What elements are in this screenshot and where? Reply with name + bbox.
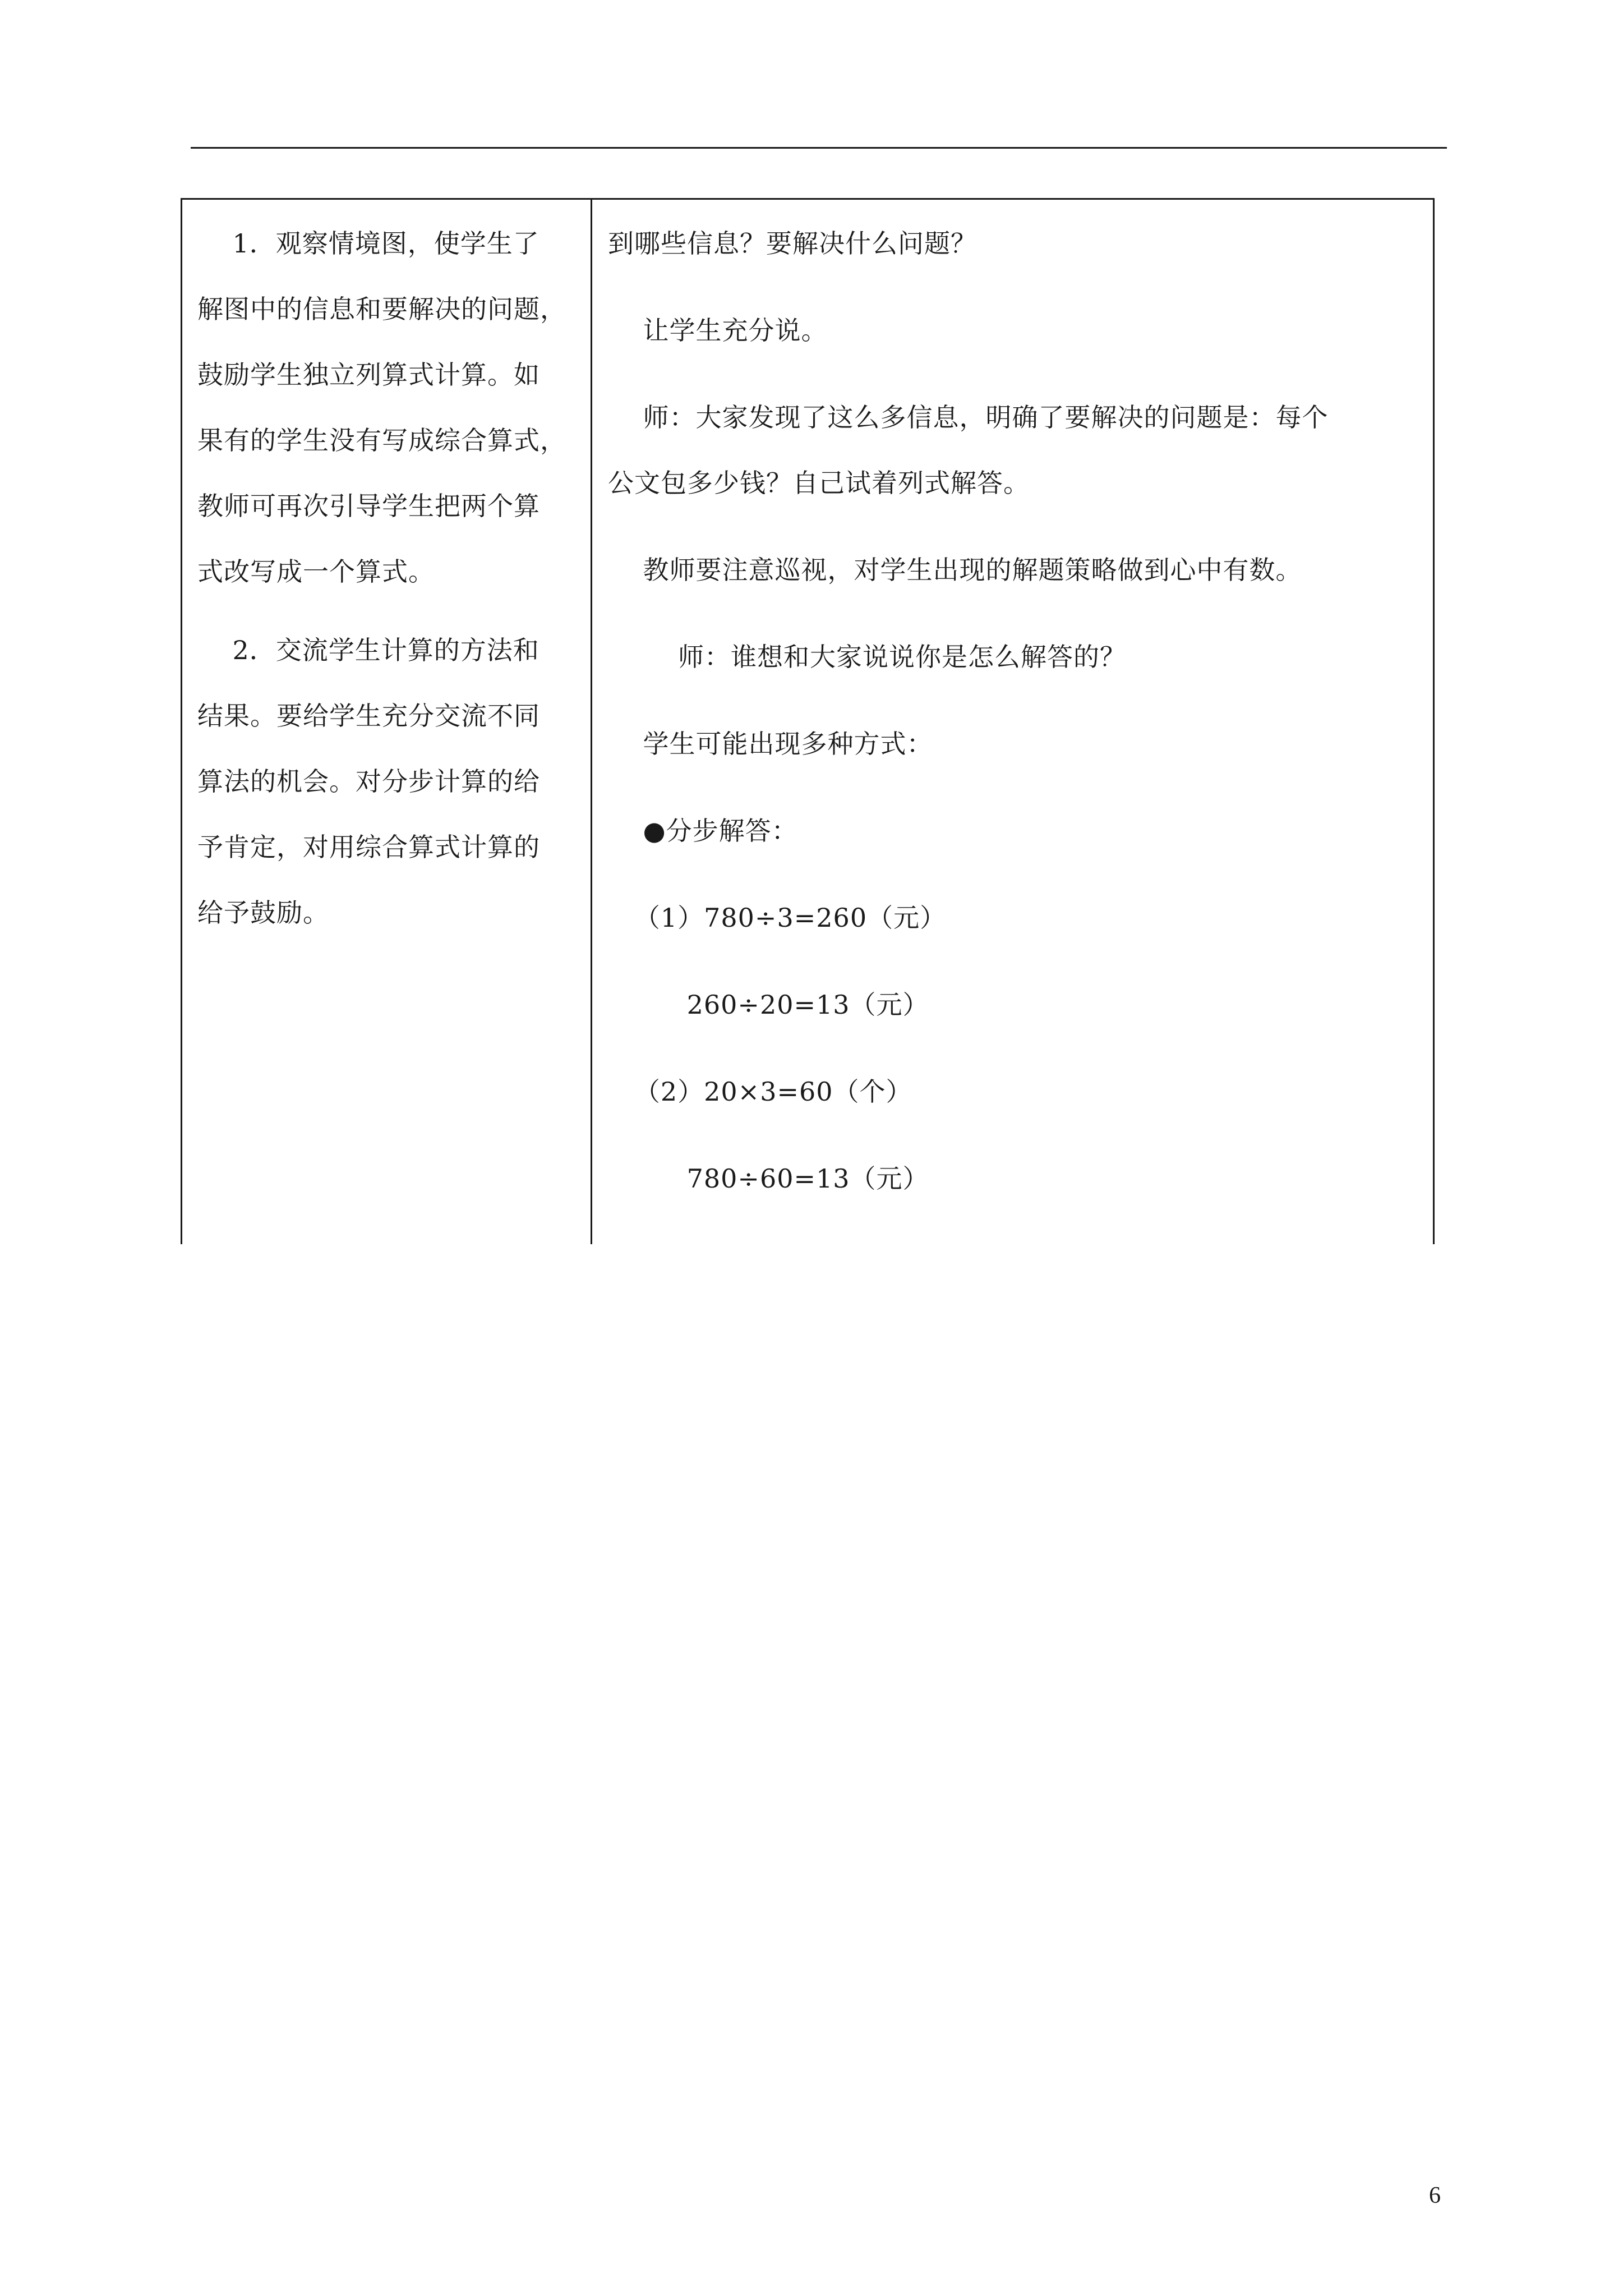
note-line: 式改写成一个算式。 xyxy=(197,556,435,587)
page-number: 6 xyxy=(1429,2183,1441,2208)
formula-line: （1）780÷3=260（元） xyxy=(608,903,947,933)
note-line: 鼓励学生独立列算式计算。如 xyxy=(197,360,540,390)
note-line: 给予鼓励。 xyxy=(197,898,329,928)
process-line: ●分步解答： xyxy=(608,816,798,846)
table-column-divider xyxy=(591,200,592,1244)
note-line: 2．交流学生计算的方法和 xyxy=(197,635,540,665)
process-line: 教师要注意巡视，对学生出现的解题策略做到心中有数。 xyxy=(608,555,1302,585)
process-line: 师：谁想和大家说说你是怎么解答的？ xyxy=(608,642,1126,672)
note-line: 解图中的信息和要解决的问题， xyxy=(197,294,566,324)
process-line: 学生可能出现多种方式： xyxy=(608,729,933,759)
note-line: 果有的学生没有写成综合算式， xyxy=(197,425,566,455)
process-line: 到哪些信息？要解决什么问题？ xyxy=(608,228,977,259)
formula-line: 260÷20=13（元） xyxy=(608,990,929,1020)
note-line: 予肯定，对用综合算式计算的 xyxy=(197,832,540,862)
process-line: 公文包多少钱？自己试着列式解答。 xyxy=(608,468,1030,498)
header-rule xyxy=(191,147,1447,149)
lesson-table xyxy=(181,198,1435,1244)
note-line: 算法的机会。对分步计算的给 xyxy=(197,766,540,797)
formula-line: 780÷60=13（元） xyxy=(608,1163,929,1194)
table-border-right xyxy=(1433,200,1435,1244)
note-line: 1．观察情境图，使学生了 xyxy=(197,228,540,259)
note-line: 结果。要给学生充分交流不同 xyxy=(197,701,540,731)
table-border-left xyxy=(181,200,182,1244)
process-line: 师：大家发现了这么多信息，明确了要解决的问题是：每个 xyxy=(608,402,1329,432)
formula-line: （2）20×3=60（个） xyxy=(608,1076,912,1107)
note-line: 教师可再次引导学生把两个算 xyxy=(197,491,540,521)
process-line: 让学生充分说。 xyxy=(608,315,828,346)
